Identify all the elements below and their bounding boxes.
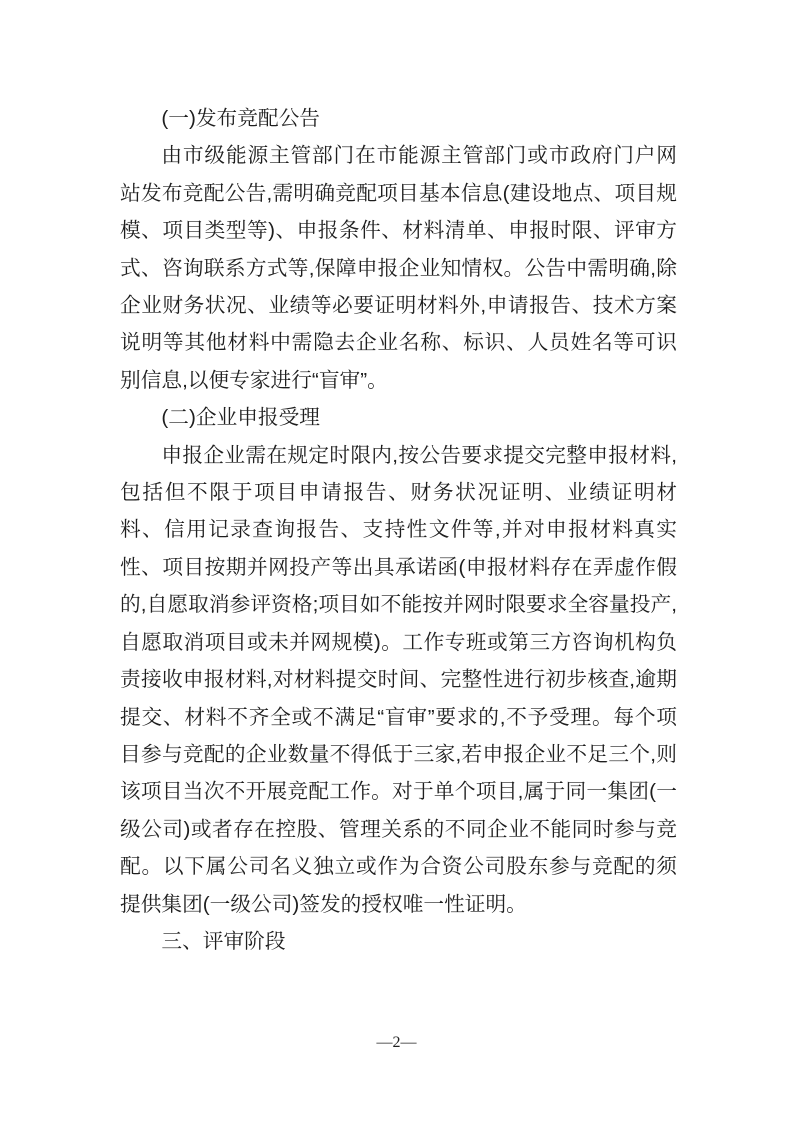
- section-heading-announcement: (一)发布竞配公告: [161, 107, 320, 130]
- section-heading-application: (二)企业申报受理: [161, 406, 320, 430]
- paragraph-application: 申报企业需在规定时限内,按公告要求提交完整申报材料,包括但不限于项目申请报告、财务状况证明、业绩证明材料、信用记录查询报告、支持性文件等,并对申报材料真实性、项目按期并网投产等出具承诺函(申报材料存在弄虚作假的,自愿取消参评资格;项目如不能按并网时限要求全容量投产,自愿取消项目或未并网规模)。工作专班或第三方咨询机构负责接收申报材料,对材料提交时间、完整性进行初步核查,逾期提交、材料不齐全或不满足“盲审”要求的,不予受理。每个项目参与竞配的企业数量不得低于三家,若申报企业不足三个,则该项目当次不开展竞配工作。对于单个项目,属于同一集团(一级公司)或者存在控股、管理关系的不同企业不能同时参与竞配。以下属公司名义独立或作为合资公司股东参与竞配的须提供集团(一级公司)签发的授权唯一性证明。: [120, 443, 677, 916]
- paragraph-announcement: 由市级能源主管部门在市能源主管部门或市政府门户网站发布竞配公告,需明确竞配项目基本信息(建设地点、项目规模、项目类型等)、申报条件、材料清单、申报时限、评审方式、咨询联系方式等,保障申报企业知情权。公告中需明确,除企业财务状况、业绩等必要证明材料外,申请报告、技术方案说明等其他材料中需隐去企业名称、标识、人员姓名等可识别信息,以便专家进行“盲审”。: [120, 144, 677, 392]
- page-number: —2—: [376, 1034, 417, 1051]
- section-heading-review-stage: 三、评审阶段: [161, 929, 286, 953]
- document-content: [120, 100, 677, 960]
